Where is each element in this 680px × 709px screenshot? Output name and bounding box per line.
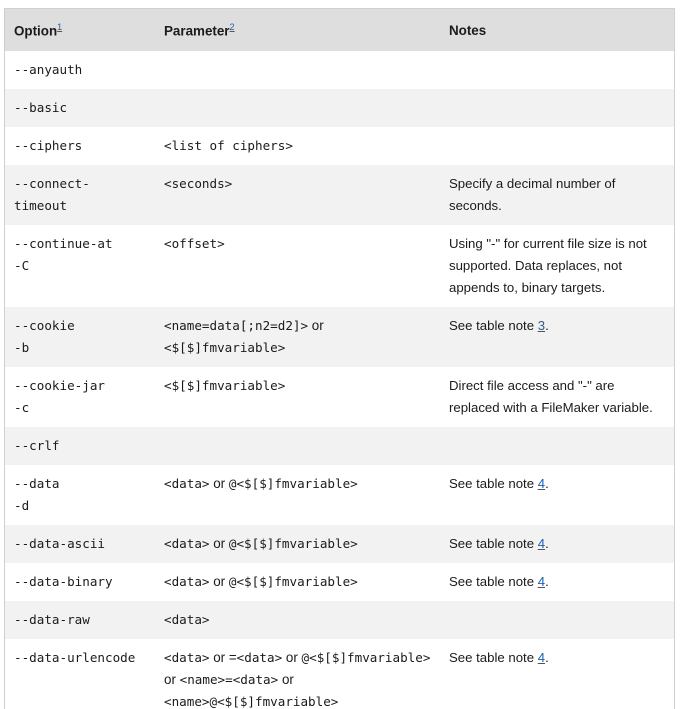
parameter-code: <list of ciphers> <box>164 138 293 153</box>
parameter-cell <box>155 367 440 427</box>
note-text: . <box>545 650 549 665</box>
option-name: -C <box>14 258 30 273</box>
option-name: --basic <box>14 100 68 115</box>
note-text: See table note <box>449 574 538 589</box>
table-row <box>5 89 674 127</box>
parameter-code: <$[$]fmvariable> <box>164 378 286 393</box>
parameter-code: @<$[$]fmvariable> <box>228 574 358 589</box>
option-name: --data-ascii <box>14 536 105 551</box>
option-cell <box>5 127 155 165</box>
parameter-code: @<$[$]fmvariable> <box>228 536 358 551</box>
table-note-link[interactable]: 4 <box>537 650 546 665</box>
option-name: --anyauth <box>14 62 83 77</box>
parameter-cell <box>155 225 440 307</box>
option-cell <box>5 427 155 465</box>
parameter-code: <data> <box>236 650 283 665</box>
option-cell <box>5 225 155 307</box>
parameter-cell <box>155 601 440 639</box>
parameter-code: <name>=<data> <box>179 672 279 687</box>
table-note-link[interactable]: 4 <box>537 574 546 589</box>
parameter-text: or <box>164 672 180 687</box>
option-name: --ciphers <box>14 138 83 153</box>
parameter-text: or = <box>209 650 237 665</box>
table-row <box>5 307 674 367</box>
table-header-row <box>5 9 674 51</box>
header-parameter: Parameter$^2$ <box>155 9 440 51</box>
notes-cell <box>440 563 674 601</box>
option-cell <box>5 601 155 639</box>
parameter-code: <data> <box>164 536 210 551</box>
parameter-code: <data> <box>164 612 210 627</box>
note-text: Using "-" for current file size is not supported. Data replaces, not appends to, binary targets. <box>449 236 647 295</box>
parameter-text: or <box>278 672 294 687</box>
note-text: See table note <box>449 476 538 491</box>
option-name: --data-urlencode <box>14 650 136 665</box>
table-row <box>5 127 674 165</box>
note-text: . <box>545 476 549 491</box>
parameter-cell <box>155 165 440 225</box>
table-row <box>5 367 674 427</box>
parameter-cell <box>155 639 440 709</box>
notes-cell <box>440 601 674 639</box>
parameter-cell <box>155 525 440 563</box>
option-name: --cookie <box>14 318 75 333</box>
notes-cell <box>440 225 674 307</box>
notes-cell <box>440 367 674 427</box>
option-name: --continue-at <box>14 236 113 251</box>
parameter-cell <box>155 89 440 127</box>
note-text: See table note <box>449 536 538 551</box>
parameter-cell <box>155 127 440 165</box>
notes-cell <box>440 525 674 563</box>
parameter-code: <offset> <box>164 236 225 251</box>
parameter-code: @<$[$]fmvariable> <box>228 476 358 491</box>
table-row <box>5 51 674 89</box>
option-cell <box>5 639 155 709</box>
option-cell <box>5 89 155 127</box>
parameter-code: <seconds> <box>164 176 233 191</box>
parameter-code: <data> <box>164 574 210 589</box>
header-notes: Notes <box>440 9 674 51</box>
option-name: --crlf <box>14 438 60 453</box>
table-body <box>5 51 674 709</box>
option-cell <box>5 465 155 525</box>
notes-cell <box>440 639 674 709</box>
parameter-code: <data> <box>164 476 210 491</box>
option-cell <box>5 51 155 89</box>
notes-cell <box>440 427 674 465</box>
table-row <box>5 639 674 709</box>
note-text: . <box>545 536 549 551</box>
parameter-text: or <box>308 318 324 333</box>
footnote-link-2[interactable]: 2 <box>229 21 235 32</box>
table-note-link[interactable]: 4 <box>537 476 546 491</box>
parameter-cell <box>155 563 440 601</box>
curl-options-table <box>5 9 674 709</box>
table-row <box>5 165 674 225</box>
notes-cell <box>440 465 674 525</box>
curl-options-table-container <box>4 8 675 709</box>
table-row <box>5 427 674 465</box>
parameter-text: or <box>282 650 302 665</box>
option-name: --connect- <box>14 176 90 191</box>
table-row <box>5 601 674 639</box>
note-text: See table note <box>449 650 538 665</box>
notes-cell <box>440 51 674 89</box>
parameter-cell <box>155 51 440 89</box>
option-name: -c <box>14 400 30 415</box>
parameter-code: <name>@<$[$]fmvariable> <box>164 694 339 709</box>
option-cell <box>5 367 155 427</box>
footnote-link-1[interactable]: 1 <box>57 21 63 32</box>
option-name: -b <box>14 340 30 355</box>
notes-cell <box>440 165 674 225</box>
option-name: -d <box>14 498 30 513</box>
parameter-cell <box>155 465 440 525</box>
table-note-link[interactable]: 4 <box>537 536 546 551</box>
table-row <box>5 563 674 601</box>
parameter-text: or <box>209 476 229 491</box>
note-text: Direct file access and "-" are replaced with a FileMaker variable. <box>449 378 653 415</box>
option-name: --data-raw <box>14 612 90 627</box>
parameter-cell <box>155 427 440 465</box>
option-cell <box>5 563 155 601</box>
notes-cell <box>440 307 674 367</box>
note-text: Specify a decimal number of seconds. <box>449 176 616 213</box>
option-name: timeout <box>14 198 68 213</box>
note-text: . <box>545 318 549 333</box>
table-row <box>5 465 674 525</box>
note-text: . <box>545 574 549 589</box>
table-row <box>5 225 674 307</box>
option-name: --data-binary <box>14 574 113 589</box>
notes-cell <box>440 89 674 127</box>
parameter-code: <data> <box>164 650 210 665</box>
notes-cell <box>440 127 674 165</box>
option-name: --cookie-jar <box>14 378 105 393</box>
parameter-code: <name=data[;n2=d2]> <box>164 318 309 333</box>
parameter-text: or <box>209 574 229 589</box>
option-cell <box>5 525 155 563</box>
note-text: See table note <box>449 318 538 333</box>
table-note-link[interactable]: 3 <box>537 318 546 333</box>
parameter-code: @<$[$]fmvariable> <box>301 650 431 665</box>
parameter-cell <box>155 307 440 367</box>
header-option: Option$^1$ <box>5 9 155 51</box>
table-row <box>5 525 674 563</box>
option-cell <box>5 165 155 225</box>
parameter-code: <$[$]fmvariable> <box>164 340 286 355</box>
option-cell <box>5 307 155 367</box>
option-name: --data <box>14 476 60 491</box>
parameter-text: or <box>209 536 229 551</box>
